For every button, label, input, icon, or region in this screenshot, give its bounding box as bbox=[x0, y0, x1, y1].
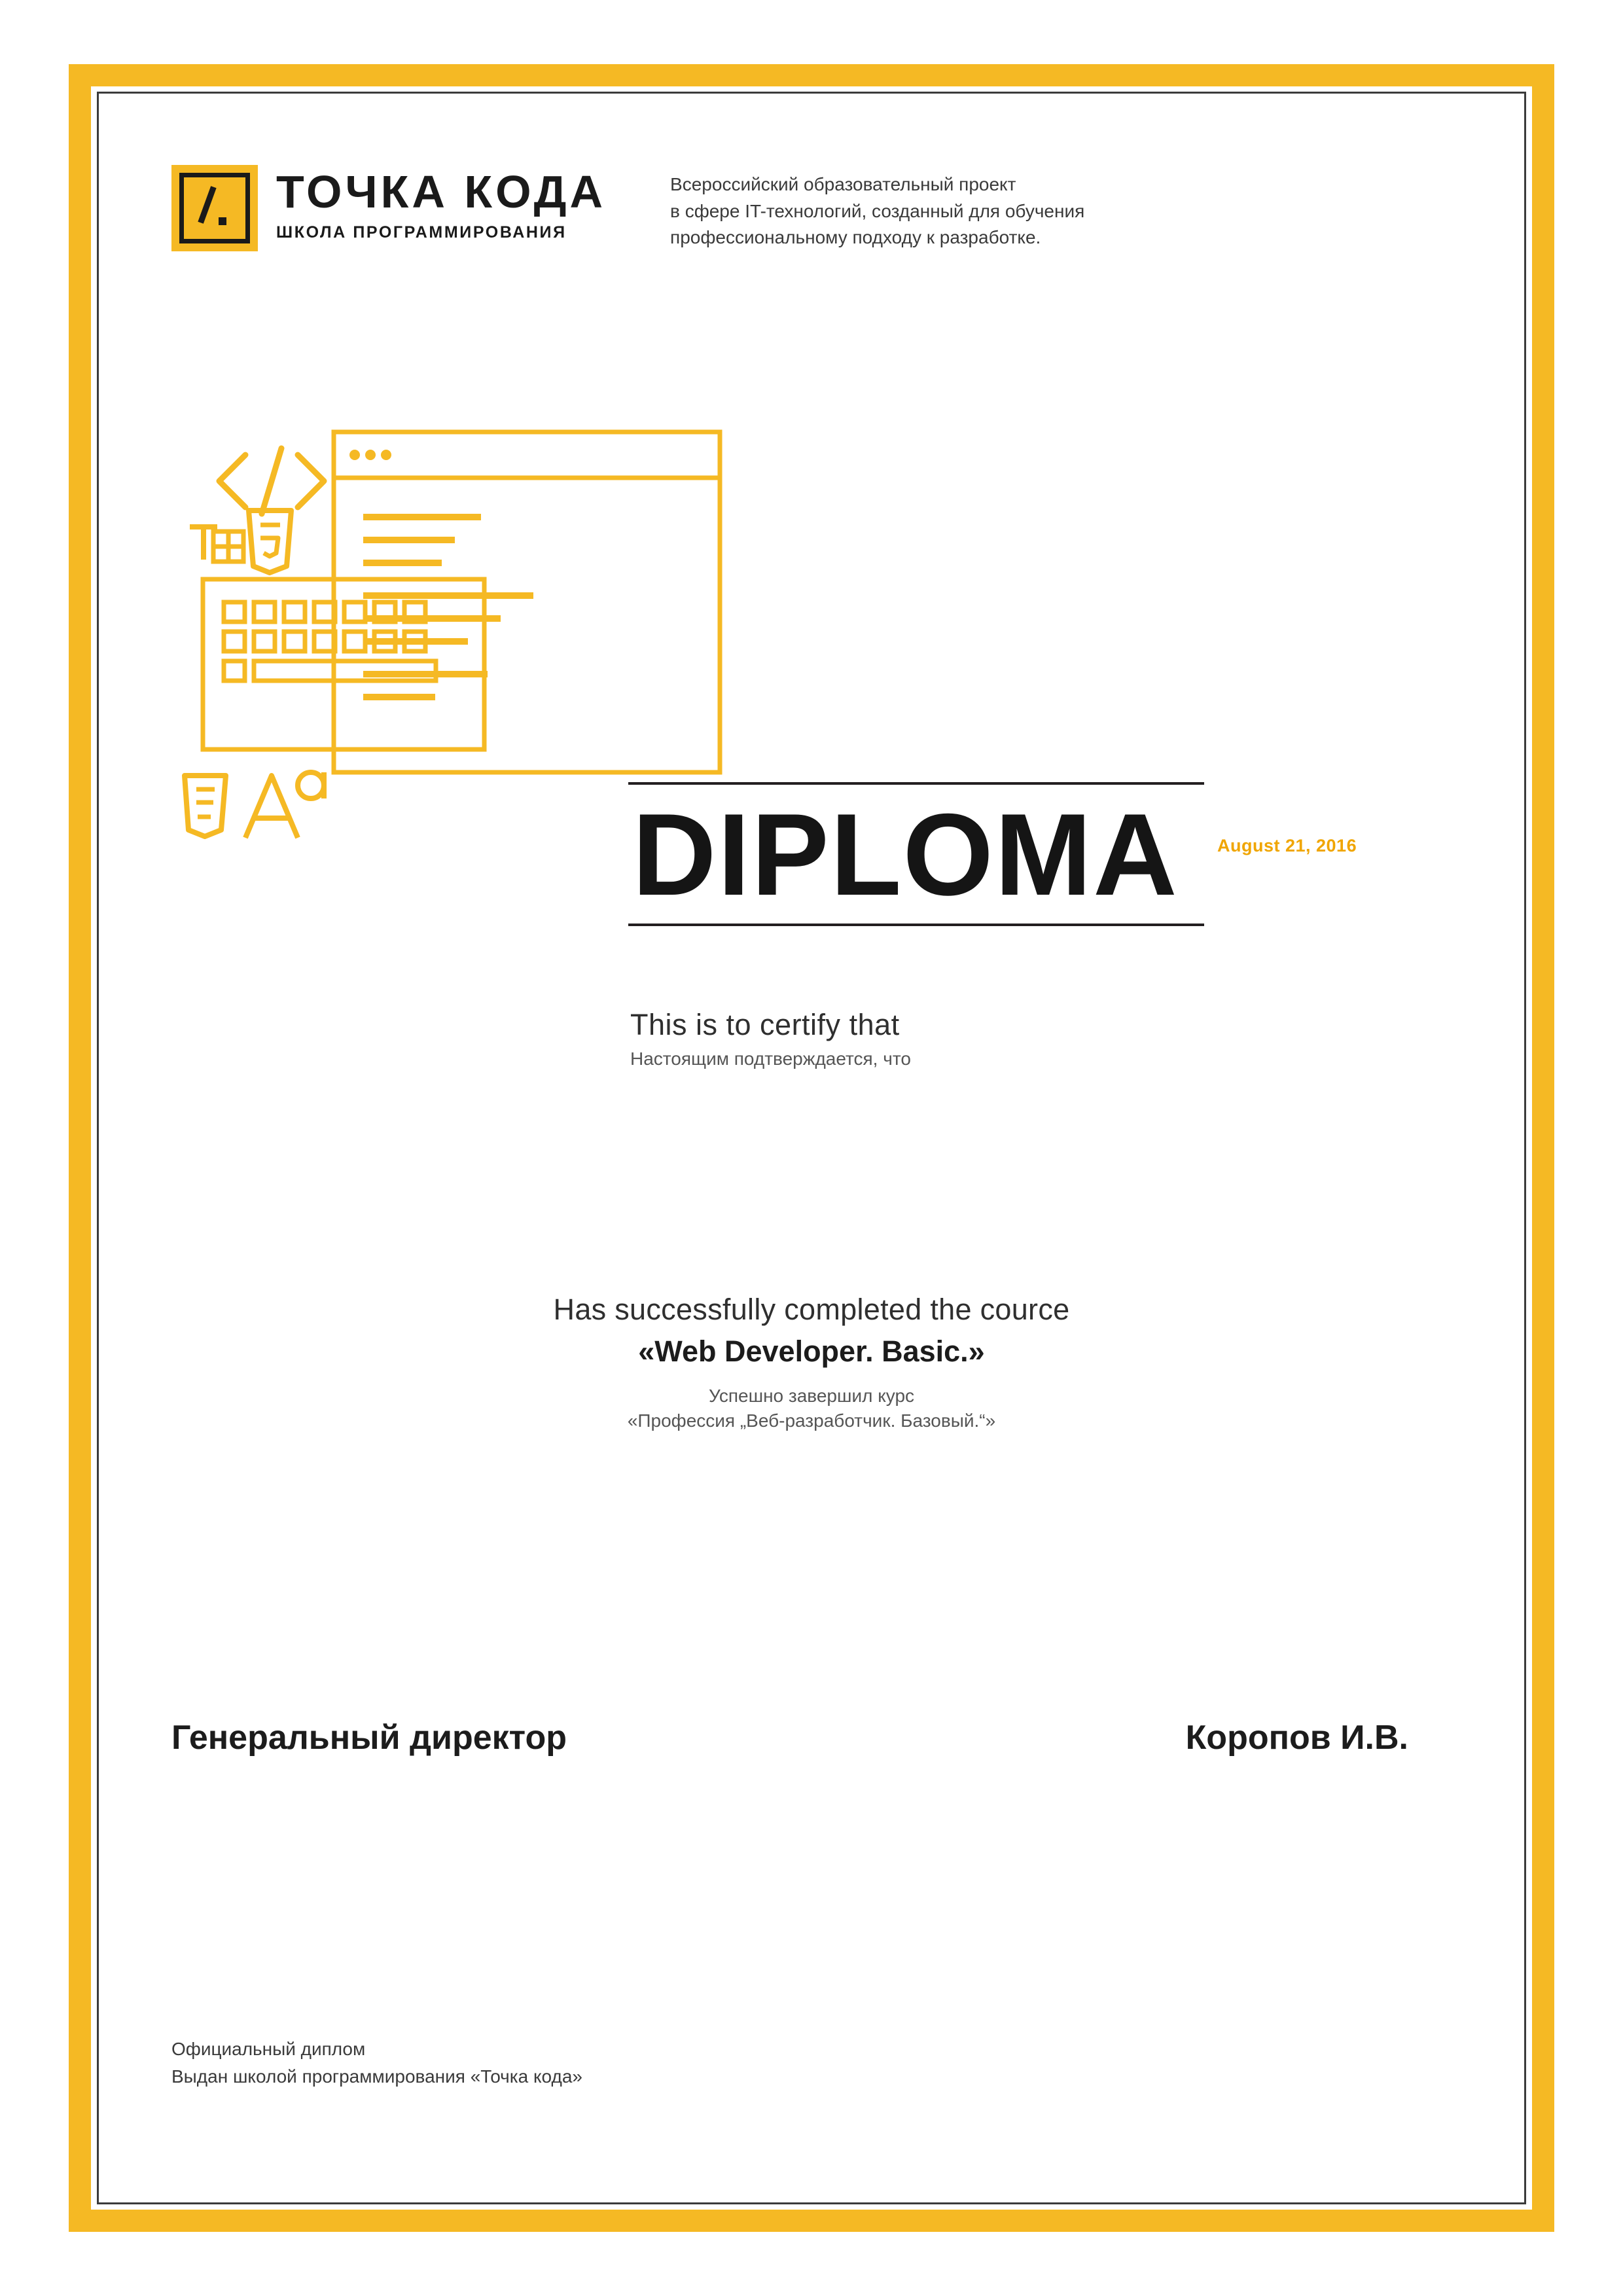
keyboard-icon bbox=[203, 579, 484, 749]
html5-badge-icon bbox=[249, 511, 291, 573]
header-description bbox=[670, 165, 1084, 251]
header-description-line-2: в сфере IT-технологий, созданный для обучения bbox=[670, 200, 1085, 221]
course-name-ru: «Профессия „Веб-разработчик. Базовый.“» bbox=[627, 1410, 996, 1431]
code-point-logo-icon bbox=[171, 165, 258, 251]
footer-line-2: Выдан школой программирования «Точка кода» bbox=[171, 2066, 582, 2087]
brand-title: ТОЧКА КОДА bbox=[276, 166, 607, 217]
brand-subtitle: ШКОЛА ПРОГРАММИРОВАНИЯ bbox=[276, 223, 567, 242]
diploma-title: DIPLOMA bbox=[632, 789, 1179, 920]
document-footer bbox=[171, 2036, 1284, 2090]
footer-line-1: Официальный диплом bbox=[171, 2039, 366, 2059]
code-brackets-icon bbox=[219, 448, 324, 514]
course-name-en: «Web Developer. Basic.» bbox=[638, 1335, 985, 1368]
inner-thin-frame bbox=[97, 92, 1526, 2204]
signature-row bbox=[171, 1718, 1408, 1757]
title-rule-bottom bbox=[628, 924, 1204, 926]
signatory-title: Генеральный директор bbox=[171, 1719, 567, 1757]
header-description-line-3: профессиональному подходу к разработке. bbox=[670, 227, 1041, 248]
title-rule-top bbox=[628, 782, 1204, 785]
brand-text bbox=[276, 165, 606, 242]
certify-block bbox=[630, 1008, 1416, 1069]
header-description-line-1: Всероссийский образовательный проект bbox=[670, 174, 1016, 194]
course-block bbox=[0, 1293, 1623, 1431]
developer-illustration bbox=[177, 419, 883, 1034]
typography-icon bbox=[245, 772, 324, 838]
brand-logo bbox=[171, 165, 606, 251]
signatory-name: Коропов И.В. bbox=[1185, 1719, 1408, 1757]
document-header bbox=[171, 165, 1415, 251]
course-lead-en: Has successfully completed the cource bbox=[553, 1293, 1070, 1326]
diploma-title-block bbox=[628, 782, 1357, 926]
text-table-icon bbox=[190, 527, 243, 562]
certify-text-en: This is to certify that bbox=[630, 1008, 900, 1041]
issue-date: August 21, 2016 bbox=[1217, 836, 1357, 855]
certify-text-ru: Настоящим подтверждается, что bbox=[630, 1049, 911, 1069]
course-lead-ru: Успешно завершил курс bbox=[708, 1386, 915, 1406]
css3-badge-icon bbox=[185, 776, 226, 836]
